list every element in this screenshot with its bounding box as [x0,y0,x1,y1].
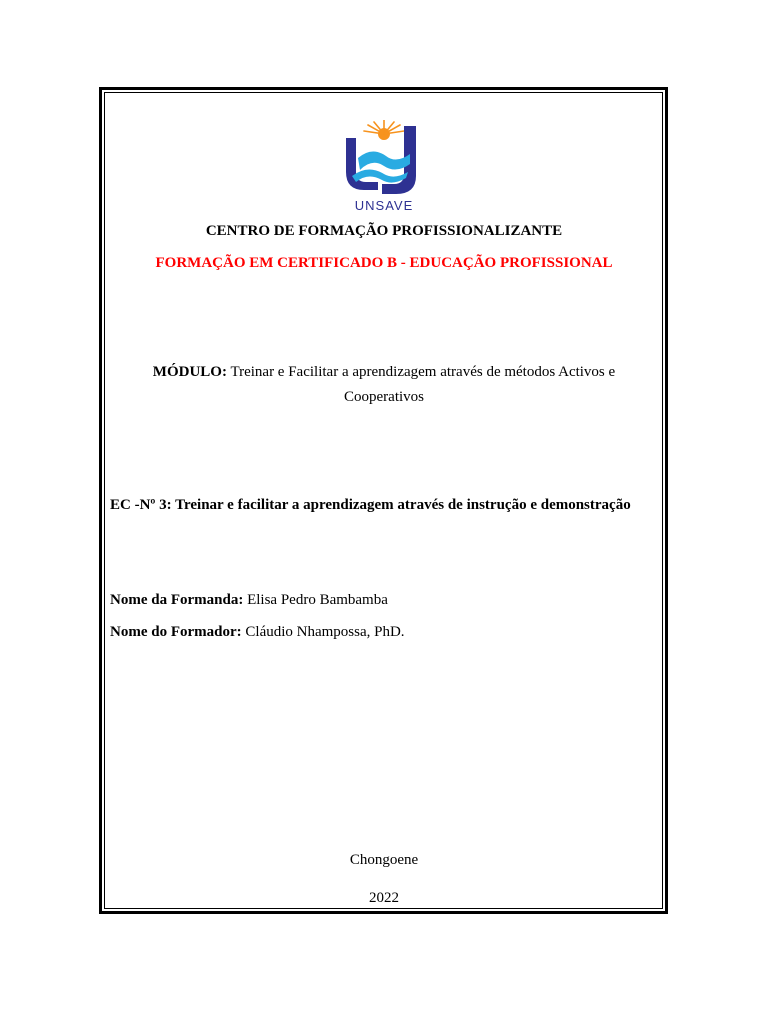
student-name: Elisa Pedro Bambamba [247,592,388,608]
water-wave-lower-icon [352,169,408,182]
student-line [110,592,388,609]
institution-title: CENTRO DE FORMAÇÃO PROFISSIONALIZANTE [205,223,563,239]
module-block [130,360,638,410]
module-text: Treinar e Facilitar a aprendizagem através de métodos Activos e Cooperativos [230,364,616,405]
place: Chongoene [349,852,419,868]
student-label: Nome da Formanda: [110,592,244,608]
water-wave-icon [358,151,410,170]
year: 2022 [369,890,399,906]
trainer-name: Cláudio Nhampossa, PhD. [245,624,405,640]
trainer-label: Nome do Formador: [110,624,242,640]
course-title: FORMAÇÃO EM CERTIFICADO B - EDUCAÇÃO PROFISSIONAL [155,255,613,271]
logo-wordmark: UNSAVE [354,198,414,212]
module-label: MÓDULO: [152,364,227,380]
trainer-line [110,624,405,641]
sun-icon [364,120,404,140]
ec-heading: EC -Nº 3: Treinar e facilitar a aprendizagem através de instrução e demonstração [110,497,631,513]
unisave-logo [338,120,430,212]
